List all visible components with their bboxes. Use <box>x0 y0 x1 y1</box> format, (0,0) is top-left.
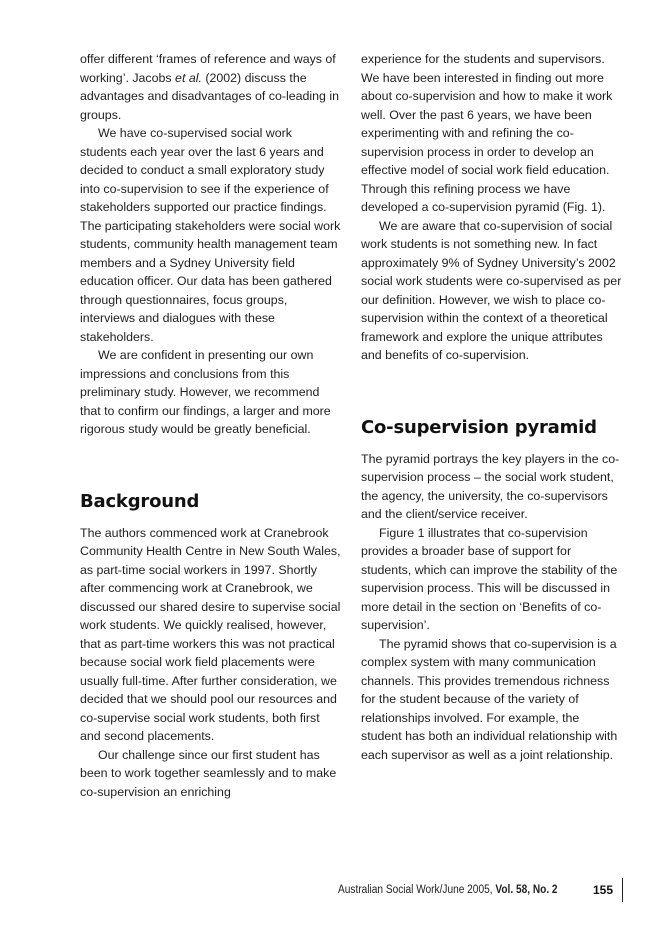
journal-name: Australian Social Work/June 2005, <box>338 884 496 896</box>
page-number: 155 <box>592 883 613 897</box>
paragraph-pyramid-portrays: The pyramid portrays the key players in the co-supervision process – the social work student, the agency, the university, the co-supervisors and the client/service receiver. <box>361 451 620 521</box>
paragraph-figure-1: Figure 1 illustrates that co-supervision provides a broader base of support for students, which can improve the stability of the supervision process. This will be discussed in more detail in the section on ‘Benefits of co-supervision’. <box>361 525 618 632</box>
paragraph-frames-of-reference <box>80 50 342 124</box>
journal-volume: Vol. 58, No. 2 <box>495 884 558 896</box>
heading-co-supervision-pyramid: Co-supervision pyramid <box>361 416 597 438</box>
paragraph-study-description: We have co-supervised social work students each year over the last 6 years and decided to conduct a small exploratory study into co-supervision to see if the experience of stakeholders supported our practice findings. The participating stakeholders were social work students, community health management team members and a Sydney University field education officer. Our data has been gathered through questionnaires, focus groups, interviews and dialogues with these stakeholders. <box>80 126 341 344</box>
paragraph-confidence: We are confident in presenting our own impressions and conclusions from this preliminary study. However, we recommend that to confirm our findings, a larger and more rigorous study would be greatly beneficial. <box>80 348 331 436</box>
heading-background: Background <box>80 490 200 512</box>
text-run: (2002) discuss the advantages and disadvantages of co-leading in groups. <box>80 70 340 122</box>
paragraph-background-intro: The authors commenced work at Cranebrook Community Health Centre in New South Wales, as part-time social workers in 1997. Shortly after commencing work at Cranebrook, we discussed our shared desire to supervise social work students. We quickly realised, however, that as part-time workers this was not practical because social work field placements were usually full-time. After further consideration, we decided that we should pool our resources and co-supervise social work students, both first and second placements. <box>80 525 341 743</box>
paragraph-awareness: We are aware that co-supervision of social work students is not something new. In fact approximately 9% of Sydney University’s 2002 social work students were co-supervised as per our definition. However, we wish to place co-supervision within the context of a theoretical framework and explore the unique attributes and benefits of co-supervision. <box>361 218 622 362</box>
journal-citation <box>338 884 558 896</box>
page-footer <box>330 878 623 902</box>
citation-et-al: et al. <box>175 70 202 85</box>
right-column <box>361 50 623 764</box>
text-run: offer different ‘frames of reference and ways of working’. Jacobs <box>80 52 336 85</box>
paragraph-complex-system: The pyramid shows that co-supervision is a complex system with many communication channels. This provides tremendous richness for the student because of the variety of relationships involved. For example, the student has both an individual relationship with each supervisor as well as a joint relationship. <box>361 636 618 762</box>
paragraph-challenge: Our challenge since our first student has been to work together seamlessly and to make co-supervision an enriching <box>80 747 337 799</box>
left-column <box>80 50 342 801</box>
paragraph-experience: experience for the students and supervisors. We have been interested in finding out more about co-supervision and how to make it work well. Over the past 6 years, we have been experimenting with and refining the co-supervision process in order to develop an effective model of social work field education. Through this refining process we have developed a co-supervision pyramid (Fig. 1). <box>361 52 613 214</box>
